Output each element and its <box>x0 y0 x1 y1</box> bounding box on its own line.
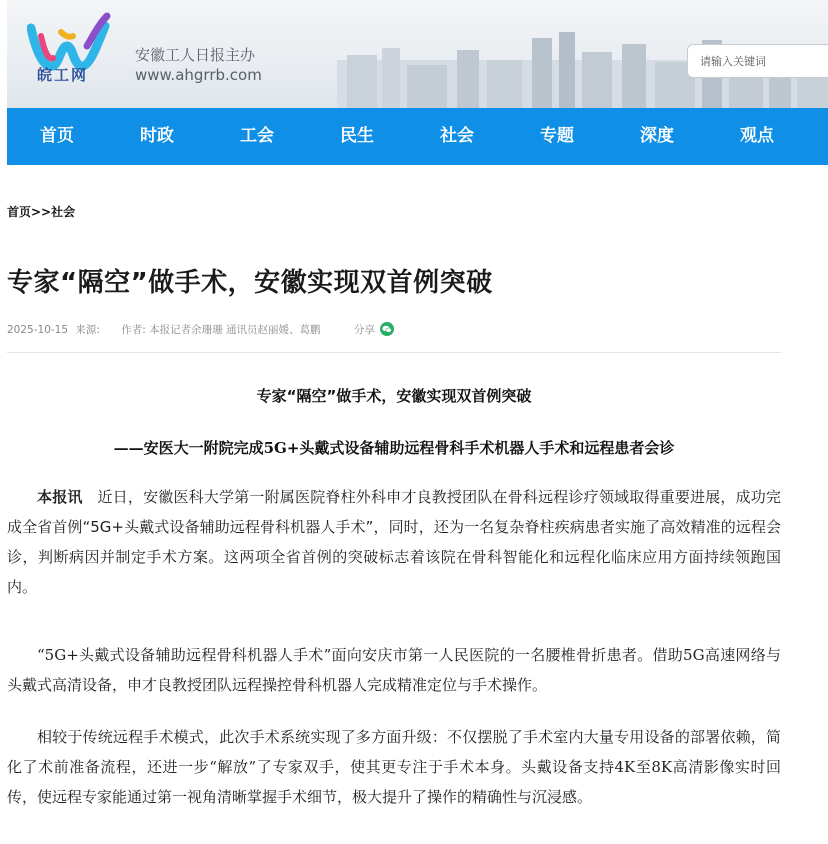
nav-item-depth[interactable]: 深度 <box>640 126 674 146</box>
nav-item-union[interactable]: 工会 <box>240 126 274 146</box>
site-header <box>7 0 828 108</box>
paragraph-1-text: 近日，安徽医科大学第一附属医院脊柱外科申才良教授团队在骨科远程诊疗领域取得重要进展，成功完成全省首例“5G+头戴式设备辅助远程骨科机器人手术”，同时，还为一名复杂脊柱疾病患者实施了高效精准的远程会诊，判断病因并制定手术方案。这两项全省首例的突破标志着该院在骨科智能化和远程化临床应用方面持续领跑国内。 <box>7 488 781 596</box>
nav-item-topics[interactable]: 专题 <box>540 126 574 146</box>
article-meta <box>7 322 394 337</box>
article-headline: 专家“隔空”做手术，安徽实现双首例突破 <box>256 387 532 405</box>
source-label: 来源: <box>75 324 100 336</box>
lead-label: 本报讯 <box>37 488 83 506</box>
nav-item-livelihood[interactable]: 民生 <box>340 126 374 146</box>
author-line: 作者: 本报记者余珊珊 通讯员赵丽媛、葛鹏 <box>121 324 321 336</box>
main-nav <box>7 108 828 165</box>
wechat-share-icon[interactable] <box>380 322 394 336</box>
article-paragraph-1 <box>7 482 781 602</box>
nav-item-opinion[interactable]: 观点 <box>740 126 774 146</box>
search-box[interactable] <box>687 44 828 78</box>
nav-item-society[interactable]: 社会 <box>440 126 474 146</box>
search-input[interactable] <box>698 45 828 77</box>
article-title: 专家“隔空”做手术，安徽实现双首例突破 <box>7 268 493 298</box>
meta-divider <box>7 352 781 353</box>
article-paragraph-2: “5G+头戴式设备辅助远程骨科机器人手术”面向安庆市第一人民医院的一名腰椎骨折患者。借助5G高速网络与头戴式高清设备，申才良教授团队远程操控骨科机器人完成精准定位与手术操作。 <box>7 646 781 694</box>
article-subheadline: ——安医大一附院完成5G+头戴式设备辅助远程骨科手术机器人手术和远程患者会诊 <box>113 439 675 457</box>
nav-item-politics[interactable]: 时政 <box>140 126 174 146</box>
share-label: 分享 <box>353 324 375 336</box>
logo-text: 皖工网 <box>37 66 89 84</box>
breadcrumb[interactable]: 首页>>社会 <box>7 205 76 219</box>
organizer-text: 安徽工人日报主办 <box>135 46 256 64</box>
article-paragraph-3: 相较于传统远程手术模式，此次手术系统实现了多方面升级：不仅摆脱了手术室内大量专用设备的部署依赖，简化了术前准备流程，还进一步“解放”了专家双手，使其更专注于手术本身。头戴设备支持4K至8K高清影像实时回传，使远程专家能通过第一视角清晰掌握手术细节，极大提升了操作的精确性与沉浸感。 <box>7 728 781 806</box>
nav-item-home[interactable]: 首页 <box>40 126 74 146</box>
site-url: www.ahgrrb.com <box>135 66 262 84</box>
article-date: 2025-10-15 <box>7 324 69 336</box>
